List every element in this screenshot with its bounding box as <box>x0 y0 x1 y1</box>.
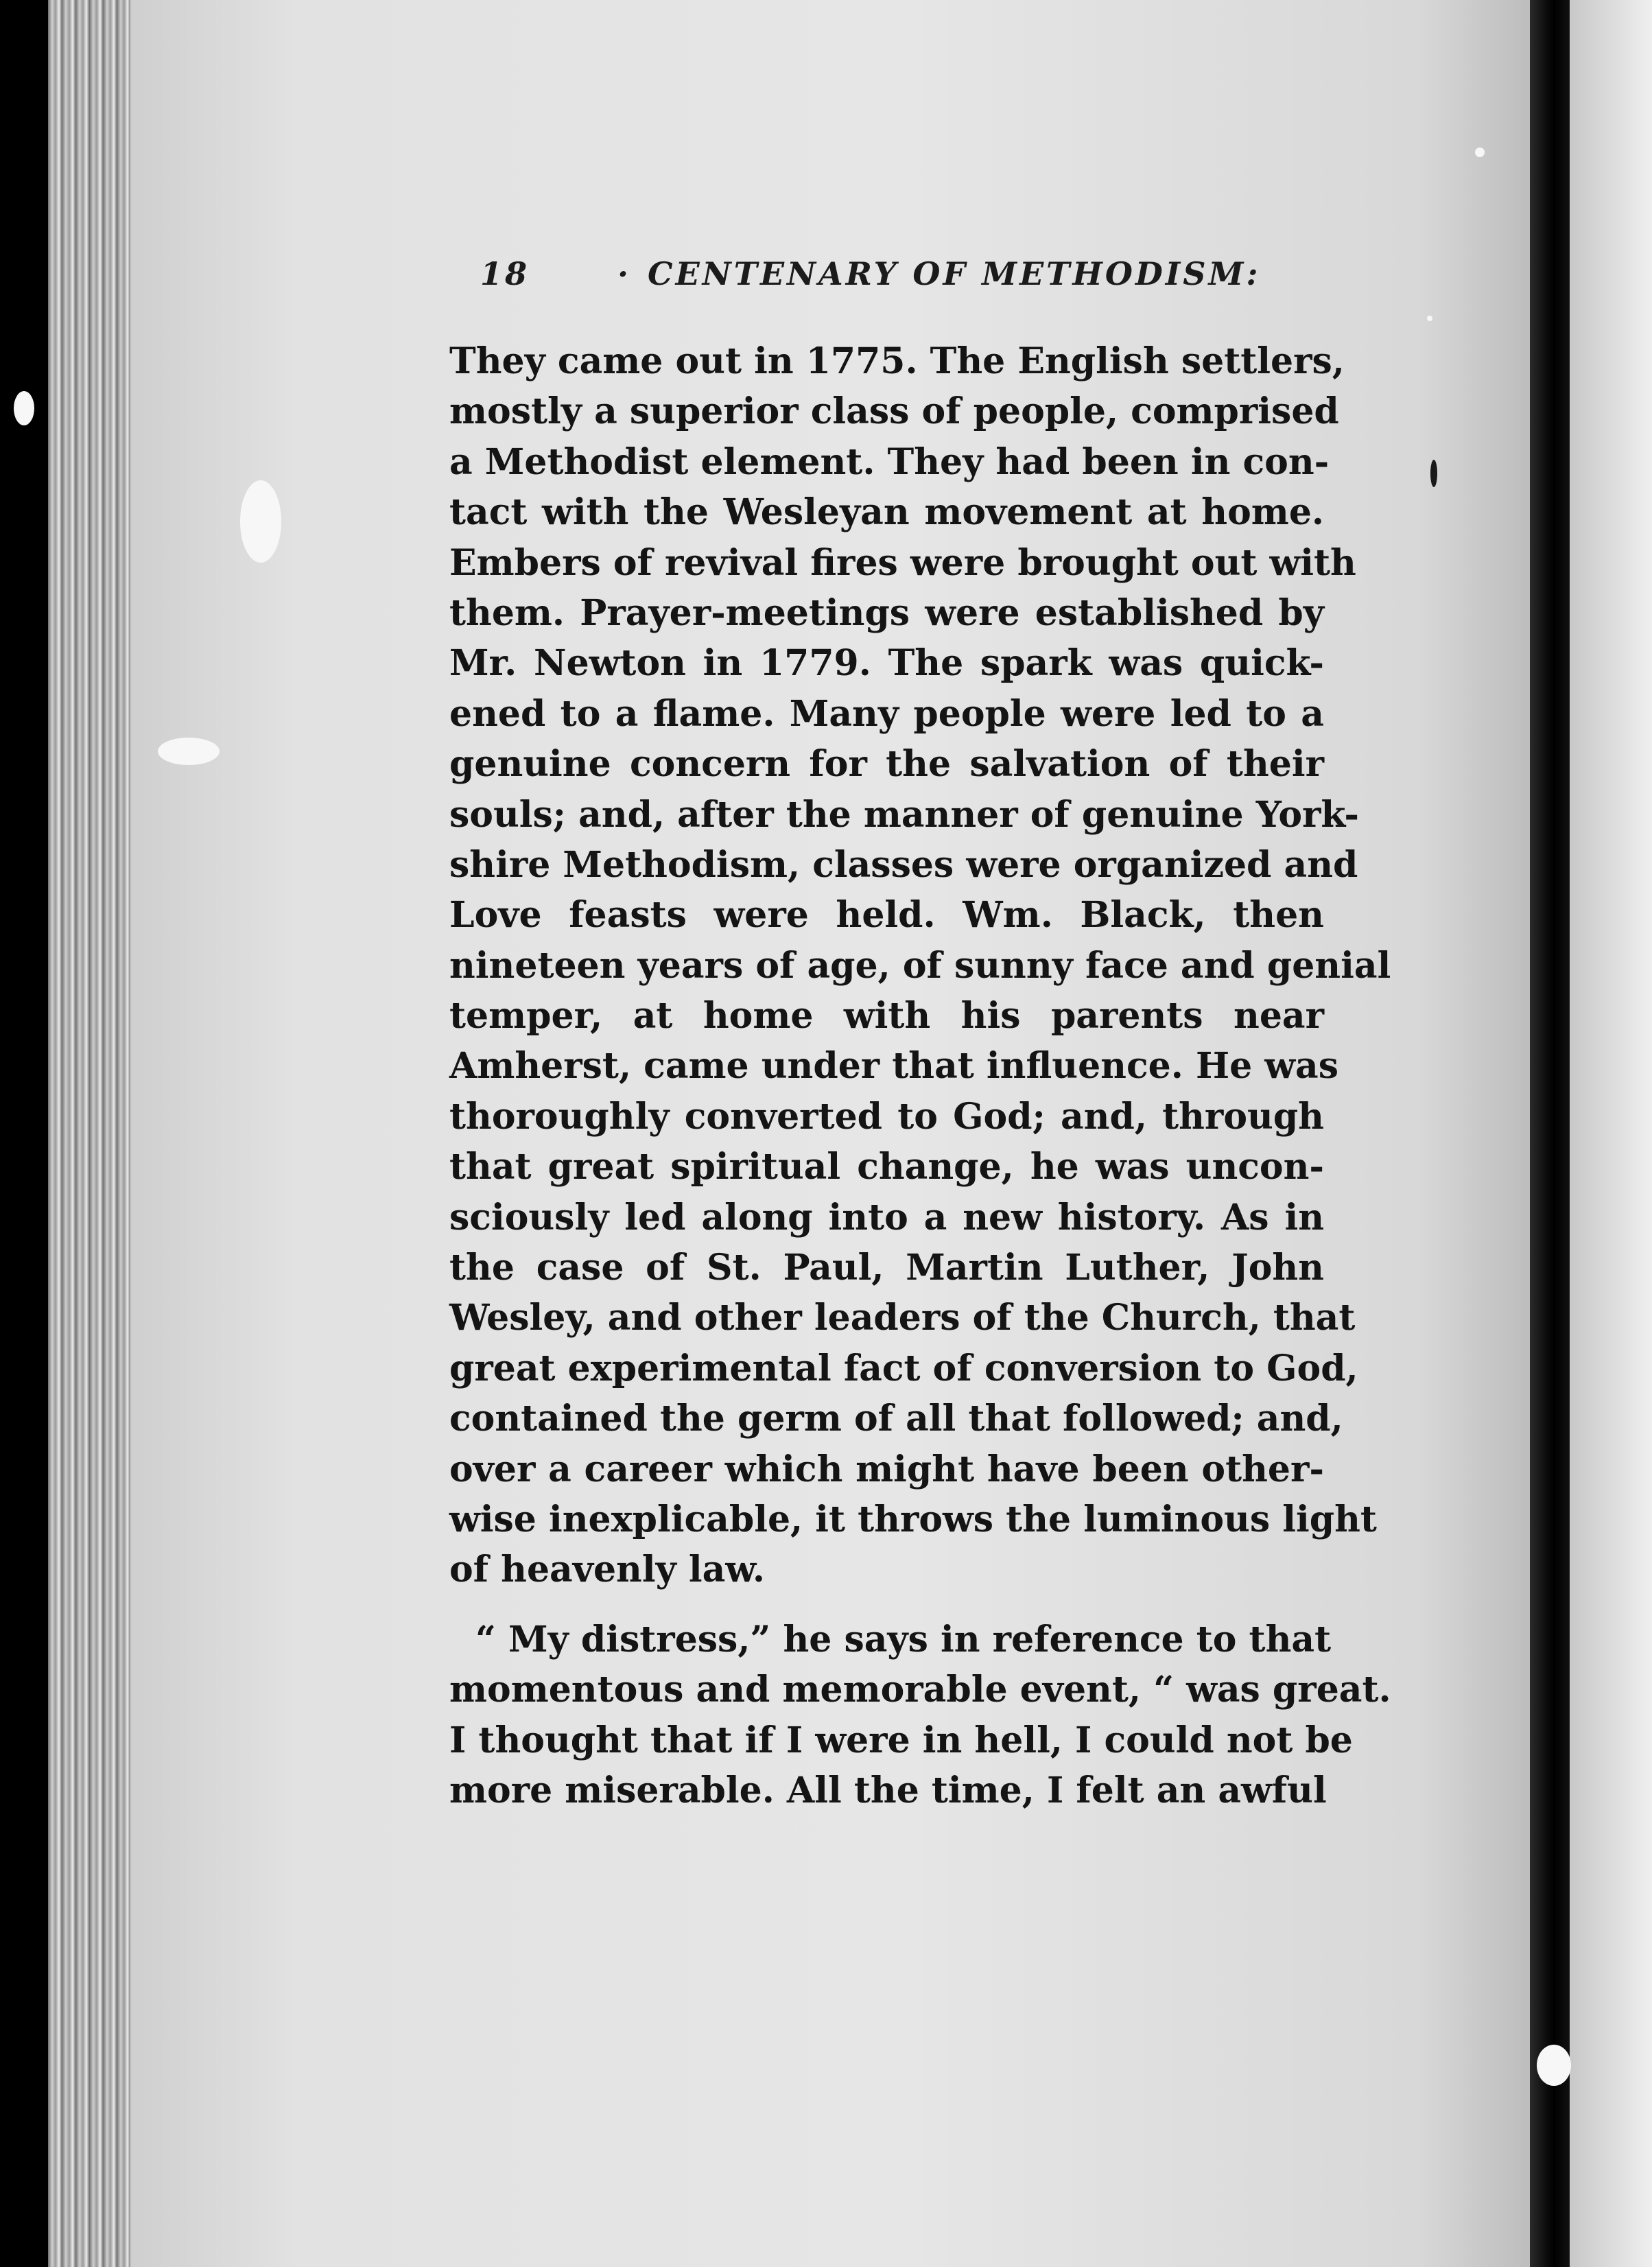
text-line: Love feasts were held. Wm. Black, then <box>449 894 1324 937</box>
page-edges <box>48 0 130 2267</box>
text-line: temper, at home with his parents near <box>449 995 1324 1037</box>
scan-speck <box>158 738 220 765</box>
text-line: wise inexplicable, it throws the luminous light <box>449 1498 1377 1540</box>
text-line: shire Methodism, classes were organized and <box>449 843 1358 886</box>
text-line: contained the germ of all that followed; and, <box>449 1398 1343 1440</box>
running-title: CENTENARY OF METHODISM: <box>648 255 1261 292</box>
text-line: great experimental fact of conversion to God, <box>449 1347 1358 1389</box>
text-line: momentous and memorable event, “ was great. <box>449 1669 1391 1711</box>
text-line: nineteen years of age, of sunny face and genial <box>449 944 1391 987</box>
text-line: more miserable. All the time, I felt an awful <box>449 1769 1327 1811</box>
scan-speck <box>1427 316 1432 321</box>
text-line: over a career which might have been other- <box>449 1448 1324 1490</box>
text-line: I thought that if I were in hell, I could not be <box>449 1719 1353 1761</box>
text-line: that great spiritual change, he was uncon- <box>449 1146 1324 1188</box>
scan-speck <box>1430 460 1437 487</box>
text-line: Wesley, and other leaders of the Church, that <box>449 1297 1356 1339</box>
scan-speck <box>1537 2045 1571 2086</box>
text-line: souls; and, after the manner of genuine York- <box>449 793 1359 836</box>
header-separator: · <box>617 255 632 292</box>
facing-page-edge <box>1570 0 1652 2267</box>
paragraph <box>449 1614 1391 1816</box>
text-line: tact with the Wesleyan movement at home. <box>449 491 1324 534</box>
paragraph <box>449 336 1391 1595</box>
text-line: genuine concern for the salvation of their <box>449 743 1324 786</box>
paragraph-gap <box>449 1595 1324 1614</box>
text-line: They came out in 1775. The English settlers, <box>449 340 1345 382</box>
text-line: “ My distress,” he says in reference to that <box>475 1618 1332 1660</box>
text-line: ened to a flame. Many people were led to a <box>449 692 1324 735</box>
page-number: 18 <box>480 255 530 292</box>
running-head <box>480 255 1331 303</box>
text-line: Amherst, came under that influence. He was <box>449 1045 1338 1088</box>
text-line: of heavenly law. <box>449 1549 766 1591</box>
text-line: mostly a superior class of people, comprised <box>449 390 1339 433</box>
body-text <box>449 336 1391 1816</box>
scan-border-left <box>0 0 48 2267</box>
scan-speck <box>1475 148 1485 157</box>
text-line: Mr. Newton in 1779. The spark was quick- <box>449 642 1324 685</box>
text-line: them. Prayer-meetings were established by <box>449 591 1324 634</box>
scan-speck <box>14 391 34 425</box>
scan-speck <box>240 480 281 563</box>
text-line: Embers of revival fires were brought out with <box>449 541 1356 584</box>
text-line: a Methodist element. They had been in con- <box>449 441 1330 483</box>
book-gutter <box>1530 0 1570 2267</box>
text-line: thoroughly converted to God; and, through <box>449 1095 1324 1138</box>
text-line: sciously led along into a new history. As in <box>449 1196 1324 1238</box>
text-line: the case of St. Paul, Martin Luther, John <box>449 1247 1324 1289</box>
